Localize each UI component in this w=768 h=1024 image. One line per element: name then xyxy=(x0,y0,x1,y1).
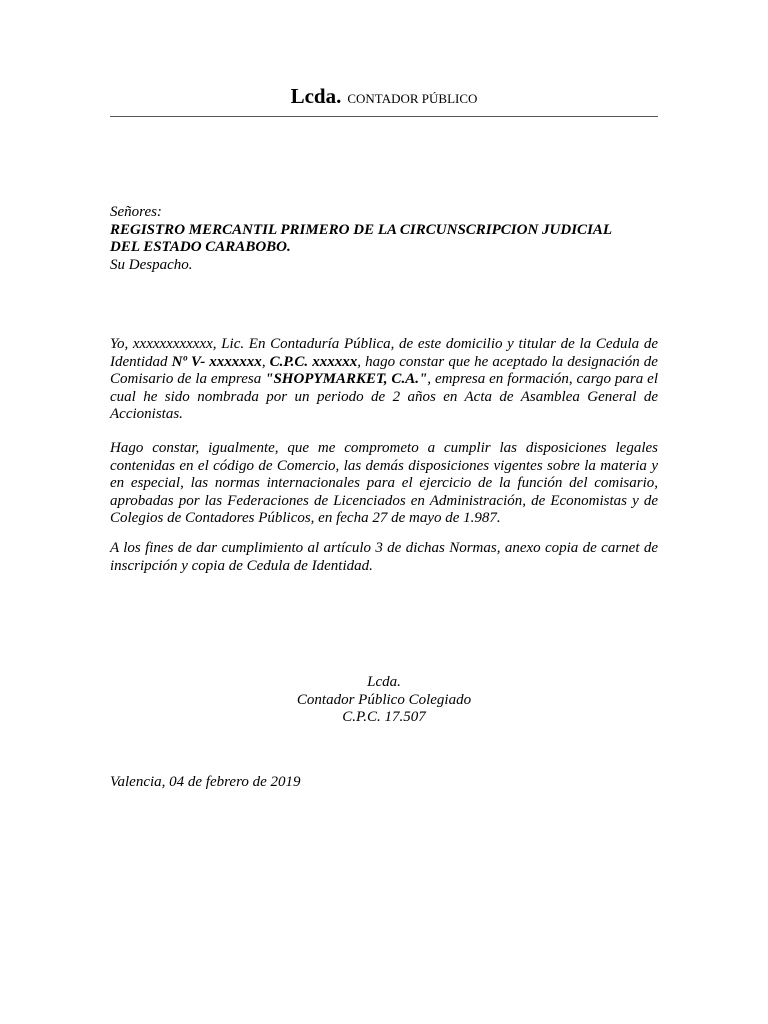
signature-line-3: C.P.C. 17.507 xyxy=(342,709,426,725)
header-divider xyxy=(110,116,658,117)
place-and-date: Valencia, 04 de febrero de 2019 xyxy=(110,774,301,790)
p1-text-6: , hago constar que he aceptado la designación de Comisario de la empresa xyxy=(110,353,658,387)
addressee-line-1: REGISTRO MERCANTIL PRIMERO DE LA CIRCUNSCRIPCION JUDICIAL xyxy=(110,221,613,238)
company-name: "SHOPYMARKET, C.A." xyxy=(265,371,428,387)
p1-text-8: , empresa en formación, cargo para el cual he sido nombrada por un periodo de 2 años en Acta de Asamblea General de Accionistas. xyxy=(110,371,658,422)
letterhead-title: CONTADOR PÚBLICO xyxy=(347,91,478,106)
letterhead-name: Lcda. xyxy=(290,84,342,108)
signature-block xyxy=(110,674,658,727)
addressee-line-2: DEL ESTADO CARABOBO. xyxy=(110,239,291,255)
greeting: Señores: xyxy=(110,204,162,220)
body-paragraph-1 xyxy=(110,336,658,424)
id-number: Nº V- xxxxxxx xyxy=(171,353,262,370)
signature-line-1: Lcda. xyxy=(367,674,401,690)
p1-text-4: , xyxy=(261,353,270,370)
body-paragraph-3: A los fines de dar cumplimiento al artículo 3 de dichas Normas, anexo copia de carnet de inscripción y copia de Cedula de Identidad. xyxy=(110,540,658,574)
addressee-line-3: Su Despacho. xyxy=(110,256,193,273)
cpc-number: C.P.C. xxxxxx xyxy=(269,353,358,370)
signature-line-2: Contador Público Colegiado xyxy=(296,691,472,708)
p1-text-2: , Lic. En Contaduría Pública, de este domicilio y titular de la Cedula de Identidad xyxy=(110,336,659,370)
body-paragraph-2: Hago constar, igualmente, que me comprometo a cumplir las disposiciones legales contenidas en el código de Comercio, las demás disposiciones vigentes sobre la materia y en especial, las normas internacionales para el ejercicio de la función del comisario, aprobadas por las Federaciones de Licenciados en Administración, de Economistas y de Colegios de Contadores Públicos, en fecha 27 de mayo de 1.987. xyxy=(110,440,658,526)
addressee-block xyxy=(110,204,658,274)
p1-text-1: Yo, xxxxxxxxxxxx xyxy=(110,336,213,352)
letterhead xyxy=(110,84,658,109)
